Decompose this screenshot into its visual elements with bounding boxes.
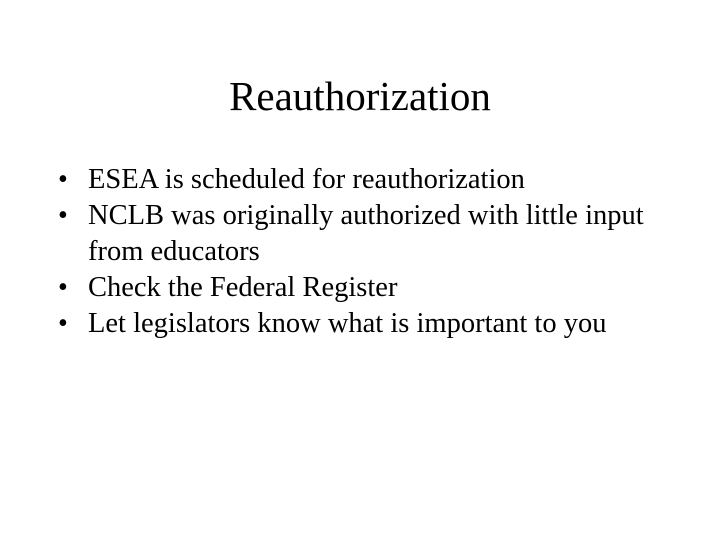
slide-title: Reauthorization xyxy=(229,73,491,119)
bullet-item xyxy=(56,162,656,198)
bullet-icon: • xyxy=(58,308,68,339)
bullet-icon: • xyxy=(58,164,68,195)
bullet-item xyxy=(56,198,656,270)
bullet-item xyxy=(56,306,656,342)
bullet-text: ESEA is scheduled for reauthorization xyxy=(88,164,525,195)
bullet-icon: • xyxy=(58,200,68,231)
bullet-text: NCLB was originally authorized with little input from educators xyxy=(88,200,644,267)
bullet-icon: • xyxy=(58,272,68,303)
bullet-list xyxy=(56,162,656,342)
bullet-text: Let legislators know what is important to you xyxy=(88,308,607,339)
bullet-text: Check the Federal Register xyxy=(88,272,398,303)
bullet-item xyxy=(56,270,656,306)
